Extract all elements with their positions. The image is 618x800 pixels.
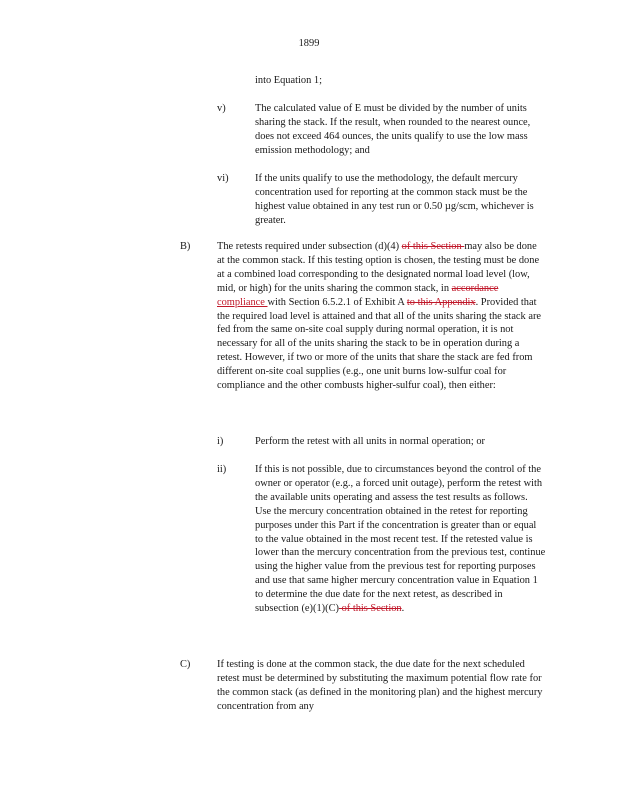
item-b-seg3: with Section 6.5.2.1 of Exhibit A <box>267 296 407 308</box>
item-b-seg1: The retests required under subsection (d)(4) <box>217 241 402 252</box>
item-b-inserted-1: compliance <box>217 296 268 308</box>
page-number: 1899 <box>298 38 320 49</box>
item-ii-deleted-1: of this Section <box>338 603 402 615</box>
item-b-deleted-1: of this Section <box>401 241 465 252</box>
item-b-seg2: may also be done at the common stack. If this testing option is chosen, the testing must be done at a combined load corresponding to the designated normal load level (low, mid, or high) for the units sharing the common stack, in <box>217 241 540 294</box>
item-b-text <box>217 240 546 393</box>
item-v-text: The calculated value of E must be divided by the number of units sharing the stack. If the result, when rounded to the nearest ounce, does not exceed 464 ounces, the units qualify to use the low mass emission methodology; and <box>255 103 531 156</box>
item-b-seg4: . Provided that the required load level is attained and that all of the units sharing the stack are fed from the same on-site coal supply during normal operation, it is not necessary for all of the units sharing the stack to be in operation during a retest. However, if two or more of the units that share the stack are fed from different on-site coal supplies (e.g., one unit burns low-sulfur coal for compliance and the other combusts higher-sulfur coal), then either: <box>217 296 542 392</box>
item-ii-text <box>255 463 546 616</box>
item-v-label: v) <box>217 103 226 114</box>
item-c-label: C) <box>180 659 191 670</box>
item-b-deleted-2: accordance <box>451 282 499 294</box>
item-ii-label: ii) <box>217 464 227 475</box>
item-ii-seg2: . <box>401 603 405 615</box>
item-ii-seg1: If this is not possible, due to circumstances beyond the control of the owner or operator (e.g., a forced unit outage), perform the retest with the available units operating and assess the test results as follows. Use the mercury concentration obtained in the retest for reporting purposes under this Part if the concentration is greater than or equal to the value obtained in the most recent test. If the retested value is lower than the mercury concentration from the previous test, continue using the higher value from the previous test for reporting purposes and use that same higher mercury concentration value in Equation 1 to determine the due date for the next retest, as described in subsection (e)(1)(C) <box>255 464 546 615</box>
item-c-text: If testing is done at the common stack, the due date for the next scheduled retest must be determined by substituting the maximum potential flow rate for the common stack (as defined in the monitoring plan) and the highest mercury concentration from any <box>217 659 543 712</box>
item-b-label: B) <box>180 241 191 252</box>
continuation-text: into Equation 1; <box>255 75 322 86</box>
item-i-text: Perform the retest with all units in normal operation; or <box>255 436 485 447</box>
item-b-deleted-3: to this Appendix <box>406 296 476 308</box>
item-vi-label: vi) <box>217 173 229 184</box>
item-i-label: i) <box>217 436 224 447</box>
item-vi-text: If the units qualify to use the methodology, the default mercury concentration used for reporting at the common stack must be the highest value obtained in any test run or 0.50 µg/scm, whichever is greater. <box>255 173 534 226</box>
